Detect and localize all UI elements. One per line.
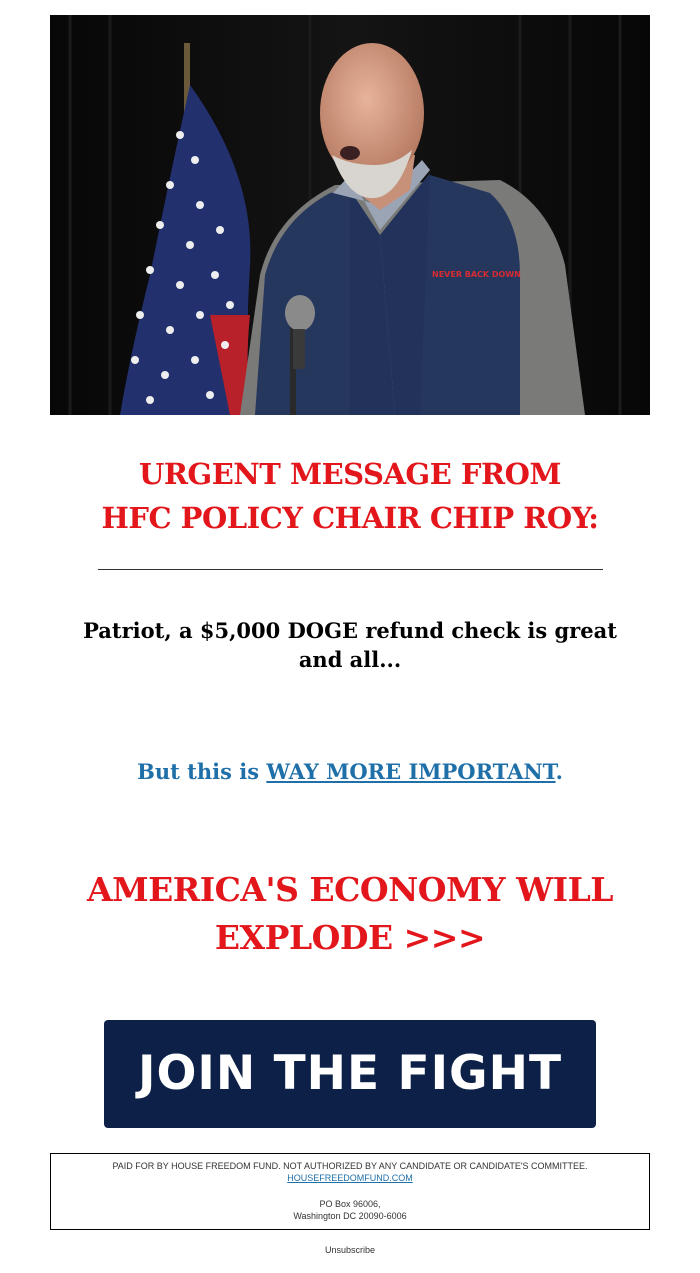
headline-line-2: HFC POLICY CHAIR CHIP ROY: bbox=[101, 501, 599, 535]
way-more-important-link[interactable]: WAY MORE IMPORTANT bbox=[266, 759, 556, 784]
hero-photo-illustration bbox=[50, 15, 650, 415]
headline bbox=[0, 452, 700, 540]
website-link[interactable]: HOUSEFREEDOMFUND.COM bbox=[287, 1173, 413, 1183]
headline-line-1: URGENT MESSAGE FROM bbox=[139, 457, 561, 491]
economy-link[interactable] bbox=[0, 866, 700, 962]
economy-line-1: AMERICA'S ECONOMY WILL bbox=[87, 870, 613, 909]
join-the-fight-button[interactable]: JOIN THE FIGHT bbox=[104, 1020, 596, 1128]
vest-logo: NEVER BACK DOWN bbox=[432, 270, 521, 279]
important-line bbox=[0, 757, 700, 787]
economy-line-2: EXPLODE >>> bbox=[214, 918, 486, 957]
important-prefix: But this is bbox=[137, 759, 267, 784]
city-address: Washington DC 20090-6006 bbox=[293, 1211, 407, 1221]
hero-photo[interactable] bbox=[50, 15, 650, 415]
important-suffix: . bbox=[555, 759, 563, 784]
unsubscribe-link[interactable]: Unsubscribe bbox=[324, 1245, 376, 1255]
paid-for-text: PAID FOR BY HOUSE FREEDOM FUND. NOT AUTHORIZED BY ANY CANDIDATE OR CANDIDATE'S COMMITTEE. bbox=[112, 1161, 588, 1171]
footer-disclaimer bbox=[50, 1153, 650, 1230]
divider bbox=[98, 569, 603, 570]
intro-text: Patriot, a $5,000 DOGE refund check is great and all... bbox=[83, 618, 617, 672]
po-box: PO Box 96006, bbox=[319, 1199, 381, 1209]
